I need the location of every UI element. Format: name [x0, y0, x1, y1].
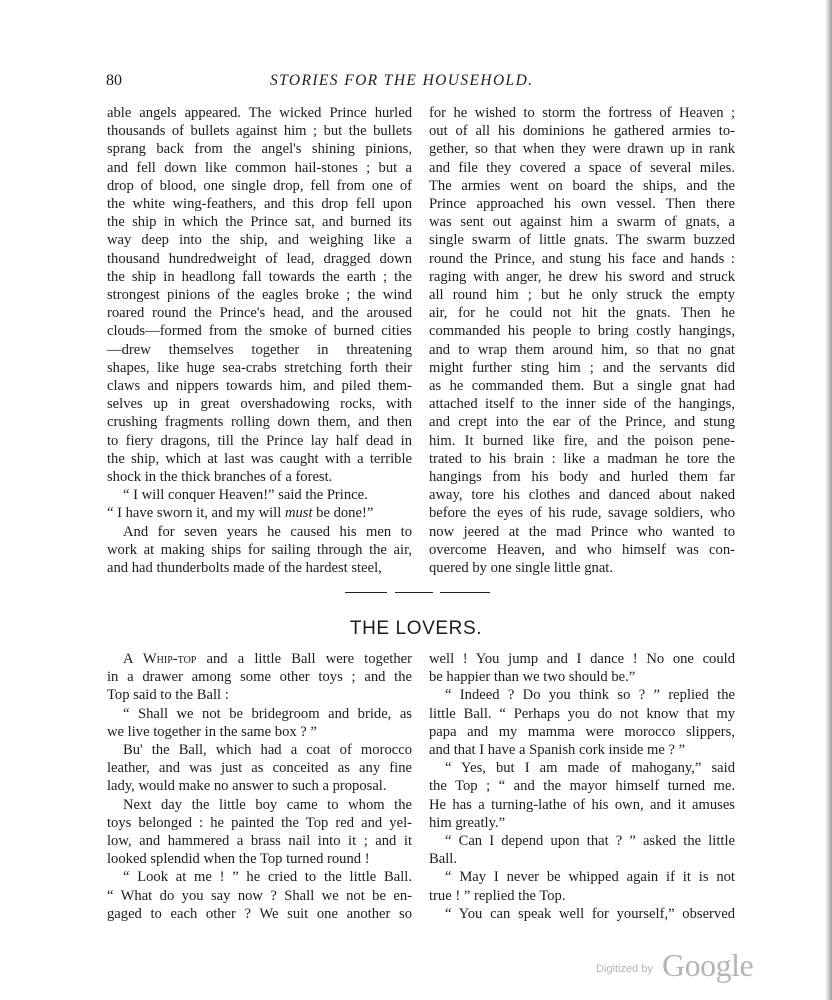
text-line: “ I will conquer Heaven!” said the Prince.: [123, 487, 368, 504]
text-line: “ Can I depend upon that ? ” asked the little: [445, 833, 735, 850]
text-line: in a drawer among some other toys ; and the: [107, 669, 412, 686]
text-line: shock in the thick branches of a forest.: [107, 469, 333, 486]
text-span: and a little Ball were together: [196, 651, 412, 667]
text-line: and fell down like common hail-stones ; but a: [107, 159, 412, 176]
paragraph-prince-fall: [107, 104, 412, 486]
section-title: THE LOVERS.: [349, 618, 483, 639]
text-line: leather, and was just as conceited as any fine: [107, 760, 412, 777]
text-line: all round him ; but he only struck the empty: [429, 287, 735, 304]
text-line: trated to his brain : like a madman he tore the: [429, 450, 735, 467]
column-bottom-left: [107, 650, 412, 923]
text-line: and that I have a Spanish cork inside me ? ”: [429, 742, 686, 759]
text-line: shapes, like huge sea-crabs stretching forth their: [107, 359, 412, 376]
text-line: true ! ” replied the Top.: [429, 887, 566, 904]
text-line: well ! You jump and I dance ! No one could: [429, 651, 735, 667]
text-line: the ship in headlong fall towards the earth ; the: [107, 268, 412, 285]
text-line: Bu' the Ball, which had a coat of morocco: [123, 742, 412, 759]
text-line: sprang back from the angel's shining pinions,: [107, 141, 412, 158]
text-line: now jeered at the mad Prince who wanted to: [429, 523, 735, 540]
paragraph-lovers-3: [107, 741, 412, 796]
text-span: A: [123, 651, 143, 667]
text-line: him. It burned like fire, and the poison pene-: [429, 432, 735, 449]
paragraph-lovers-11: [429, 905, 735, 923]
text-line: the white wing-feathers, and this drop fell upon: [107, 196, 412, 213]
text-line: hangings from his body and hurled them far: [429, 469, 735, 486]
text-line: attached itself to the inner side of the hangings,: [429, 396, 735, 413]
text-line: The armies went on board the ships, and the: [429, 177, 735, 194]
paragraph-gnat: [429, 104, 735, 577]
text-line: away, tore his clothes and danced about naked: [429, 487, 735, 504]
text-line: the ship in which the Prince sat, and burned its: [107, 214, 412, 231]
text-line: commanded his people to bring costly hangings,: [429, 323, 735, 340]
text-line: gether, so that when they were drawn up in rank: [429, 141, 735, 158]
column-top-right: [429, 104, 735, 577]
text-line: gaged to each other ? We suit one another so: [107, 905, 412, 922]
paragraph-lovers-4: [107, 796, 412, 869]
emphasis-must: must: [284, 505, 313, 522]
paragraph-lovers-6: [429, 650, 735, 686]
text-line: [107, 650, 412, 668]
paragraph-lovers-2: [107, 705, 412, 741]
text-line: selves up in great overshadowing rocks, with: [107, 396, 412, 413]
column-bottom-right: [429, 650, 735, 923]
text-line: quered by one single little gnat.: [429, 560, 613, 577]
page-number: 80: [106, 72, 122, 89]
text-line: Top said to the Ball :: [107, 687, 229, 704]
text-line: toys belonged : he painted the Top red and yel-: [107, 814, 412, 831]
text-line: little Ball. “ Perhaps you do not know that my: [429, 705, 735, 722]
text-line: “ Shall we not be bridegroom and bride, as: [123, 705, 412, 722]
text-line: to fiery dragons, till the Prince lay half dead in: [107, 432, 412, 449]
text-line: drop of blood, one single drop, fell from one of: [107, 177, 412, 194]
text-line: was sent out against him a swarm of gnats, a: [429, 214, 735, 231]
text-line: clouds—formed from the smoke of burned cities: [107, 323, 412, 340]
column-top-left: [107, 104, 412, 577]
text-line: Prince approached his own vessel. Then there: [429, 196, 735, 213]
text-line: “ You can speak well for yourself,” observed: [445, 905, 735, 922]
text-line: as he commanded them. But a single gnat had: [429, 378, 735, 395]
text-line: claws and nippers towards him, and piled them-: [107, 378, 412, 395]
text-line: Ball.: [429, 851, 457, 868]
google-logo: Google: [662, 947, 754, 983]
text-line: low, and hammered a brass nail into it ; and it: [107, 833, 412, 850]
text-line: single swarm of little gnats. The swarm buzzed: [429, 232, 735, 249]
paragraph-seven-years: [107, 523, 412, 578]
text-line: —drew themselves together in threatening: [107, 341, 412, 358]
text-line: the Top ; “ and the mayor himself turned me.: [429, 778, 735, 795]
text-line: him greatly.”: [429, 814, 506, 831]
text-line: “ What do you say now ? Shall we not be en-: [107, 887, 412, 904]
text-span: be done!”: [312, 505, 374, 522]
text-line: air, for he could not hit the gnats. Then he: [429, 305, 735, 322]
text-line: He has a turning-lathe of his own, and it amuses: [429, 796, 735, 813]
text-line: out of all his dominions he gathered armies to-: [429, 123, 735, 140]
text-line: “ Yes, but I am made of mahogany,” said: [445, 760, 735, 777]
text-line: be happier than we two should be.”: [429, 669, 636, 686]
text-line: And for seven years he caused his men to: [123, 523, 412, 540]
text-line: way deep into the ship, and weighing like a: [107, 232, 412, 249]
paragraph-lovers-7: [429, 686, 735, 759]
paragraph-lovers-9: [429, 832, 735, 868]
section-divider: [345, 592, 490, 594]
text-line: raging with anger, he drew his sword and struck: [429, 268, 735, 285]
text-line: able angels appeared. The wicked Prince hurled: [107, 105, 412, 121]
paragraph-lovers-1: [107, 668, 412, 704]
text-line: for he wished to storm the fortress of Heaven ;: [429, 105, 735, 121]
text-line: [107, 504, 412, 522]
text-line: Next day the little boy came to whom the: [123, 796, 412, 813]
text-line: “ May I never be whipped again if it is not: [445, 869, 735, 886]
page-edge-shadow: [825, 0, 832, 1000]
text-line: and to wrap them around him, so that no gnat: [429, 341, 735, 358]
text-span: “ I have sworn it, and my will: [107, 505, 285, 522]
text-line: thousand hundredweight of lead, dragged down: [107, 250, 412, 267]
smallcaps-whip-top: Whip-top: [142, 651, 197, 667]
text-line: overcome Heaven, and who himself was con-: [429, 541, 735, 558]
text-line: and file they covered a space of several miles.: [429, 159, 735, 176]
text-line: work at making ships for sailing through the air,: [107, 541, 412, 558]
text-line: might further sting him ; and the servants did: [429, 359, 735, 376]
running-title: STORIES FOR THE HOUSEHOLD.: [270, 72, 534, 89]
text-line: and crept into the ear of the Prince, and stung: [429, 414, 735, 431]
text-line: thousands of bullets against him ; but the bullets: [107, 123, 412, 140]
paragraph-lovers-5: [107, 868, 412, 923]
text-line: before the eyes of his rude, savage soldiers, who: [429, 505, 735, 522]
digitized-watermark: [590, 945, 790, 985]
text-line: “ Look at me ! ” he cried to the little Ball.: [123, 869, 412, 886]
text-line: papa and my mamma were morocco slippers,: [429, 723, 735, 740]
text-line: and had thunderbolts made of the hardest steel,: [107, 560, 382, 577]
text-line: round the Prince, and stung his face and hands :: [429, 250, 735, 267]
text-line: lady, would make no answer to such a proposal.: [107, 778, 387, 795]
text-line: crushing fragments rolling down them, and then: [107, 414, 412, 431]
text-line: looked splendid when the Top turned round !: [107, 851, 370, 868]
text-line: we live together in the same box ? ”: [107, 723, 317, 740]
text-line: roared round the Prince's head, and the aroused: [107, 305, 412, 322]
text-line: the ship, which at last was caught with a terrible: [107, 450, 412, 467]
text-line: “ Indeed ? Do you think so ? ” replied the: [445, 687, 735, 704]
paragraph-lovers-10: [429, 868, 735, 904]
paragraph-lovers-8: [429, 759, 735, 832]
text-line: strongest pinions of the eagles broke ; the wind: [107, 287, 412, 304]
watermark-prefix: Digitized by: [596, 963, 653, 975]
